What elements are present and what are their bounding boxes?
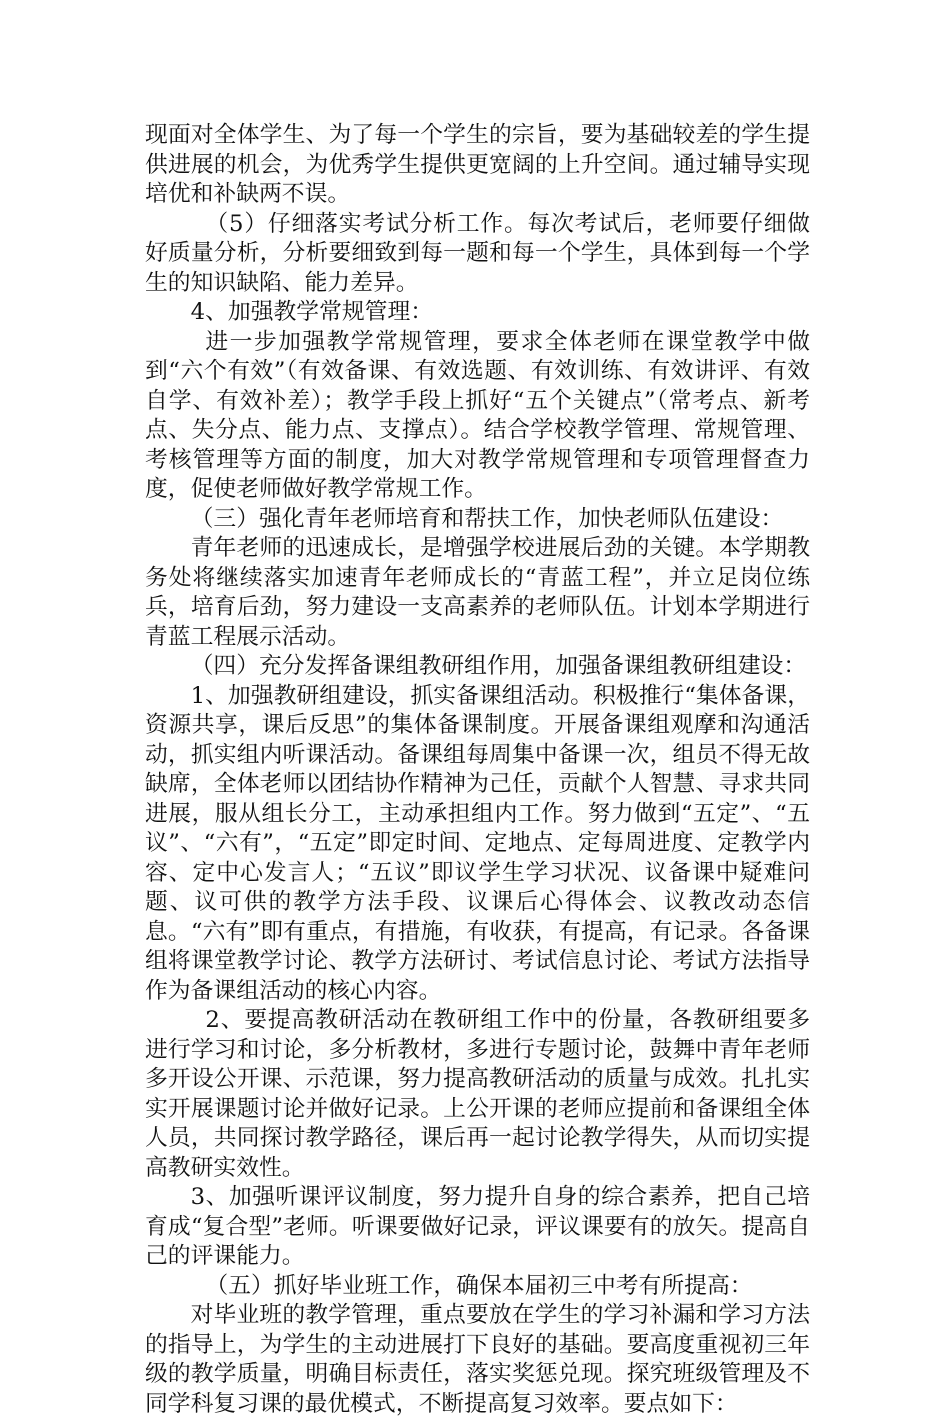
paragraph-6: 青年老师的迅速成长，是增强学校进展后劲的关键。本学期教务处将继续落实加速青年老师成长的“青蓝工程”，并立足岗位练兵，培育后劲，努力建设一支高素养的老师队伍。计划本学期进行青蓝工程展示活动。 [145, 535, 810, 650]
paragraph-4: 进一步加强教学常规管理，要求全体老师在课堂教学中做到“六个有效”（有效备课、有效选题、有效训练、有效讲评、有效自学、有效补差）；教学手段上抓好“五个关键点”（常考点、新考点、失分点、能力点、支撑点）。结合学校教学管理、常规管理、考核管理等方面的制度，加大对教学常规管理和专项管理督查力度，促使老师做好教学常规工作。 [145, 328, 810, 502]
paragraph-12: 对毕业班的教学管理，重点要放在学生的学习补漏和学习方法的指导上，为学生的主动进展打下良好的基础。要高度重视初三年级的教学质量，明确目标责任，落实奖惩兑现。探究班级管理及不同学科复习课的最优模式，不断提高复习效率。要点如下： [145, 1302, 810, 1417]
document-body [145, 121, 810, 1419]
paragraph-2: （5）仔细落实考试分析工作。每次考试后，老师要仔细做好质量分析，分析要细致到每一题和每一个学生，具体到每一个学生的知识缺陷、能力差异。 [145, 210, 810, 296]
paragraph-5: （三）强化青年老师培育和帮扶工作，加快老师队伍建设： [190, 505, 784, 532]
paragraph-10: 3、加强听课评议制度，努力提升自身的综合素养，把自己培育成“复合型”老师。听课要做好记录，评议课要有的放矢。提高自己的评课能力。 [145, 1184, 810, 1269]
paragraph-11: （五）抓好毕业班工作，确保本届初三中考有所提高： [205, 1272, 753, 1299]
paragraph-3: 4、加强教学常规管理： [190, 299, 434, 325]
paragraph-8: 1、加强教研组建设，抓实备课组活动。积极推行“集体备课，资源共享，课后反思”的集体备课制度。开展备课组观摩和沟通活动，抓实组内听课活动。备课组每周集中备课一次，组员不得无故缺席，全体老师以团结协作精神为己任，贡献个人智慧、寻求共同进展，服从组长分工，主动承担组内工作。努力做到“五定”、“五议”、“六有”，“五定”即定时间、定地点、定每周进度、定教学内容、定中心发言人；“五议”即议学生学习状况、议备课中疑难问题、议可供的教学方法手段、议课后心得体会、议教改动态信息。“六有”即有重点，有措施，有收获，有提高，有记录。各备课组将课堂教学讨论、教学方法研讨、考试信息讨论、考试方法指导作为备课组活动的核心内容。 [145, 682, 810, 1004]
paragraph-7: （四）充分发挥备课组教研组作用，加强备课组教研组建设： [190, 653, 807, 679]
paragraph-9: 2、要提高教研活动在教研组工作中的份量，各教研组要多进行学习和讨论，多分析教材，多进行专题讨论，鼓舞中青年老师多开设公开课、示范课，努力提高教研活动的质量与成效。扎扎实实开展课题讨论并做好记录。上公开课的老师应提前和备课组全体人员，共同探讨教学路径，课后再一起讨论教学得失，从而切实提高教研实效性。 [145, 1007, 810, 1181]
paragraph-1: 现面对全体学生、为了每一个学生的宗旨，要为基础较差的学生提供进展的机会，为优秀学生提供更宽阔的上升空间。通过辅导实现培优和补缺两不误。 [145, 122, 810, 207]
